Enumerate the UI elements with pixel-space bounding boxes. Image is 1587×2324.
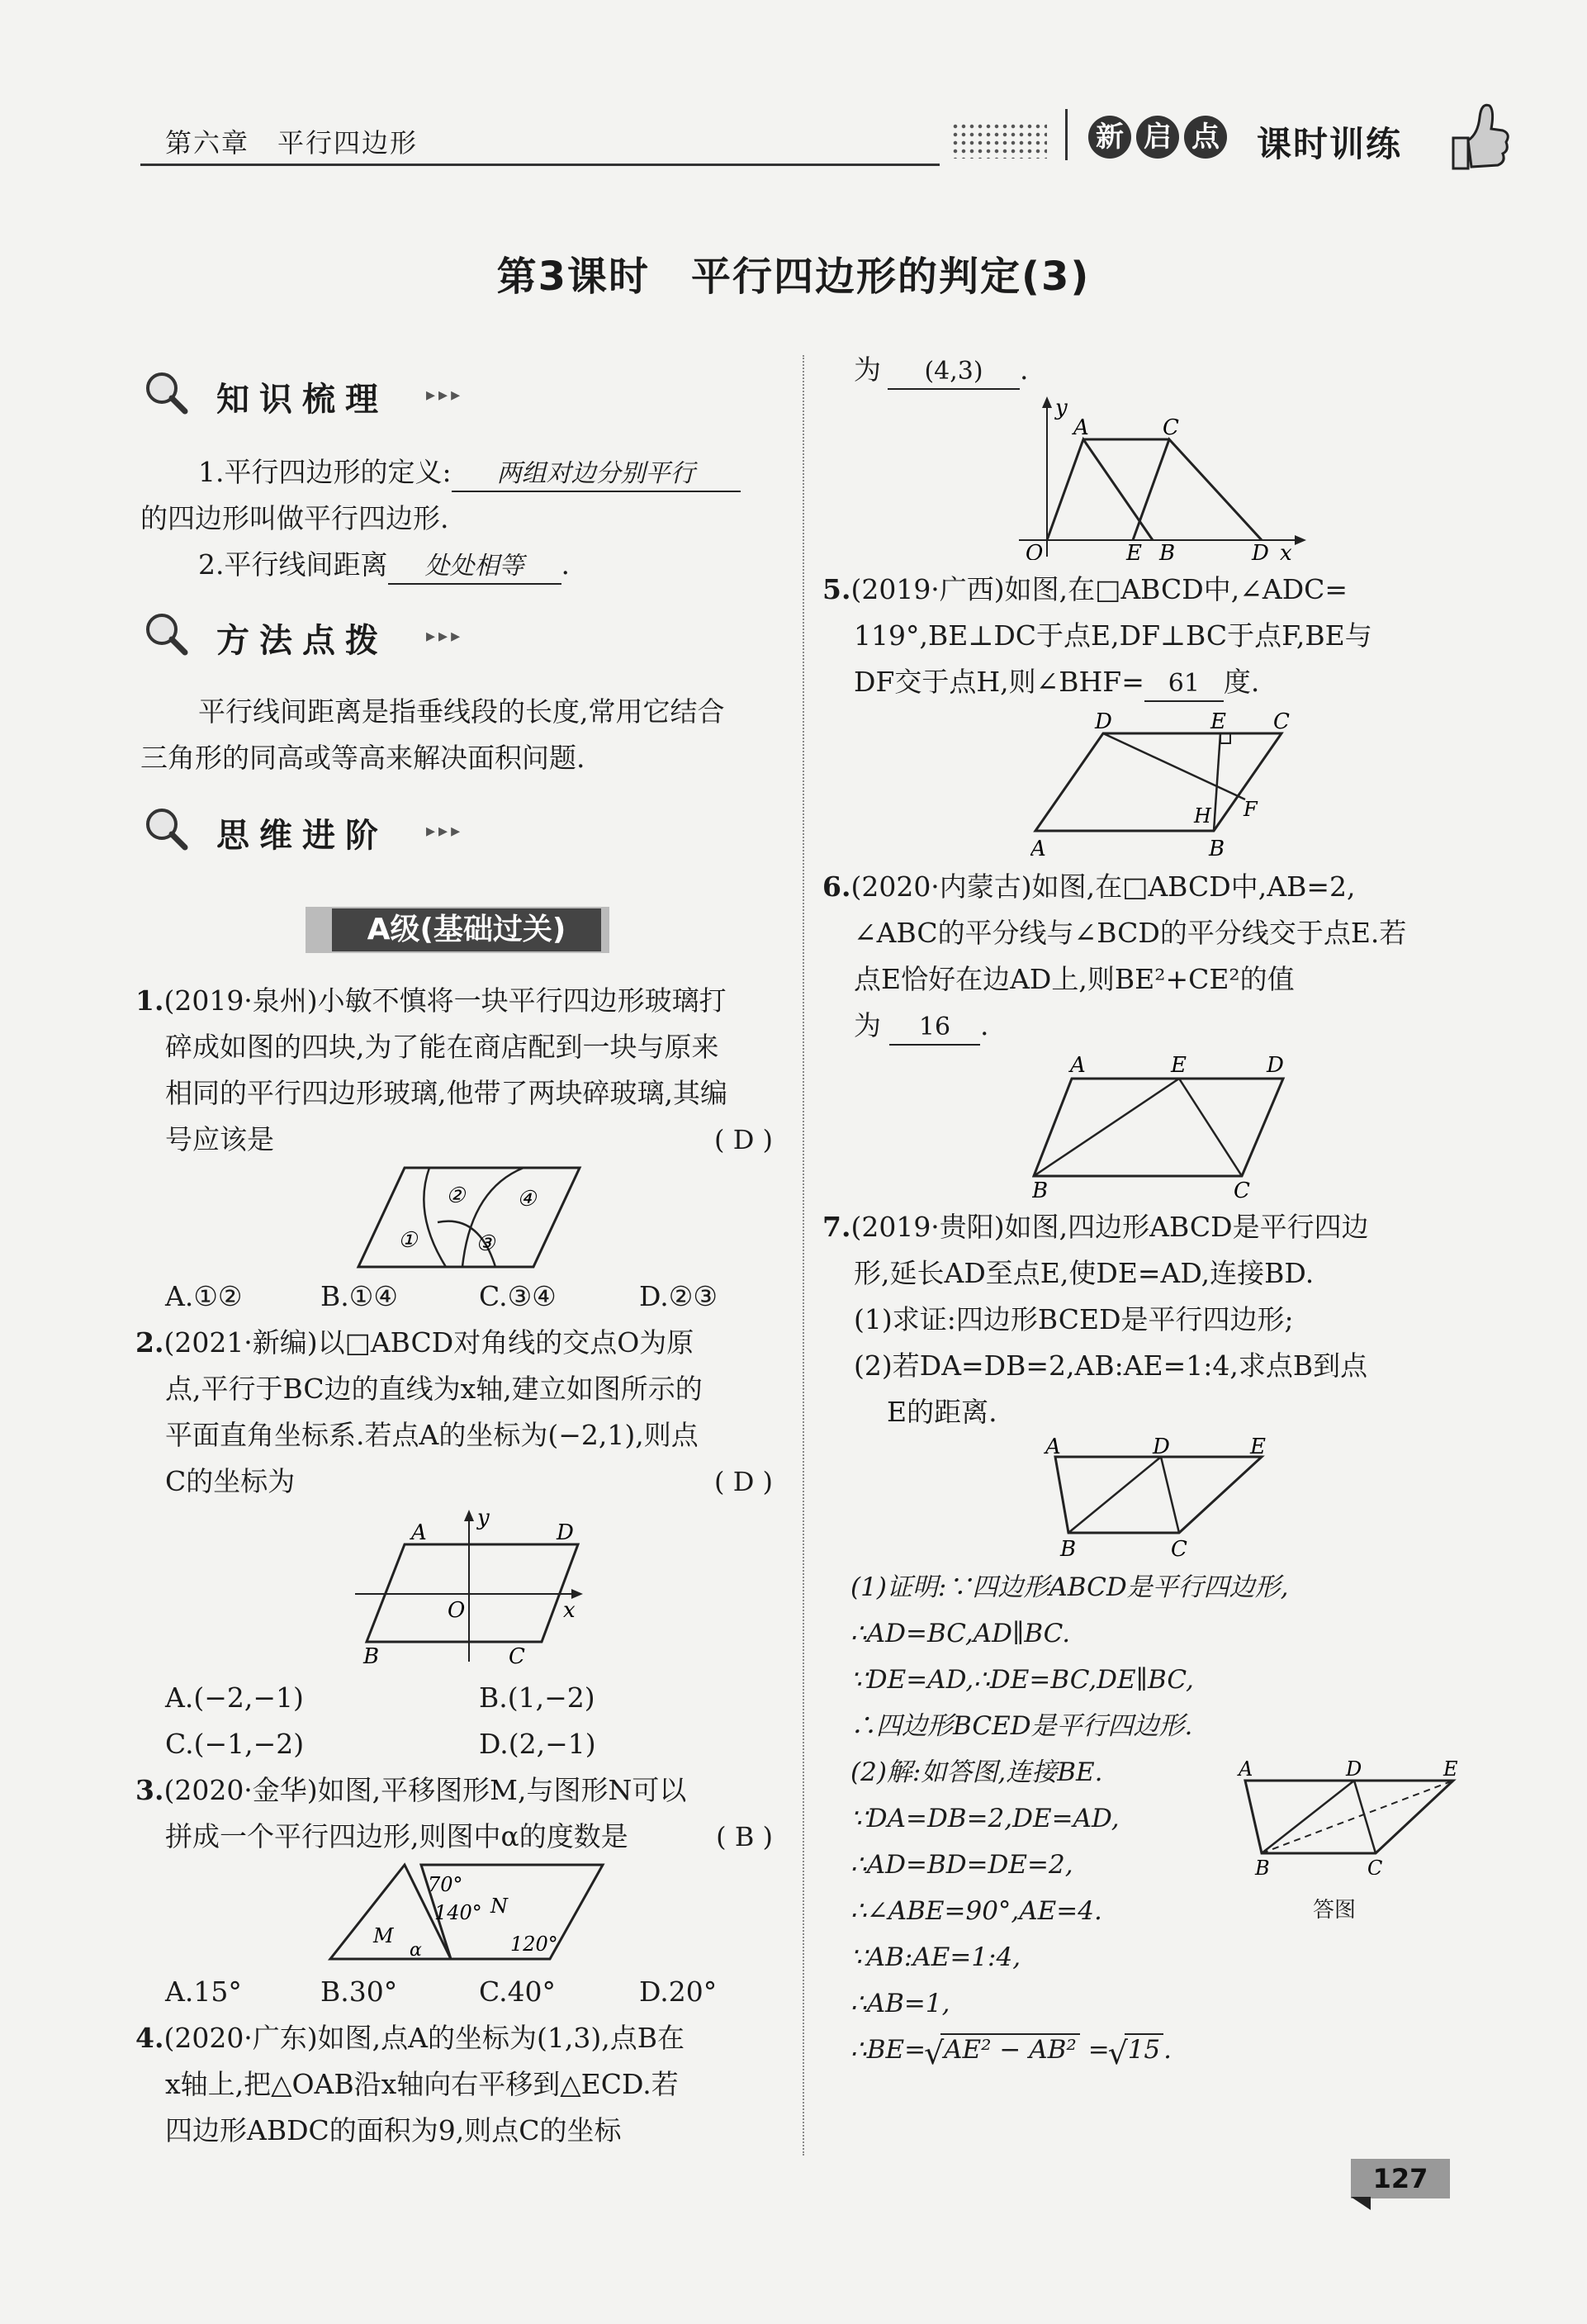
q1-option-a: A.①② <box>165 1280 243 1312</box>
section-arrows: ▸▸▸ <box>426 626 464 647</box>
question-5: 5.(2019·广西)如图,在□ABCD中,∠ADC= 119°,BE⊥DC于点E,DF⊥BC于点F,BE与 DF交于点H,则∠BHF= 61 度. <box>822 567 1483 705</box>
label-E: E <box>1443 1757 1458 1781</box>
label-B: B <box>1032 1179 1049 1199</box>
header-series-title: 课时训练 <box>1257 124 1403 164</box>
badge-qi: 启 <box>1136 116 1179 159</box>
label-M: M <box>373 1924 394 1947</box>
label-C: C <box>1367 1857 1383 1875</box>
label-1: ① <box>398 1228 418 1253</box>
question-6: 6.(2020·内蒙古)如图,在□ABCD中,AB=2, ∠ABC的平分线与∠BCD的平分线交于点E.若 点E恰好在边AD上,则BE²+CE²的值 为 16 . <box>822 864 1483 1049</box>
label-E: E <box>1171 1053 1187 1078</box>
label-C: C <box>1163 415 1179 440</box>
q4-continuation: 为 (4,3) . <box>854 347 1029 393</box>
label-E: E <box>1210 709 1226 734</box>
chapter-title: 第六章 平行四边形 <box>165 127 419 159</box>
q2-option-a: A.(−2,−1) <box>165 1681 304 1714</box>
answer-choice: ( D ) <box>714 1124 773 1155</box>
thumbs-up-icon <box>1437 92 1511 175</box>
label-D: D <box>1252 541 1269 560</box>
label-D: D <box>1153 1435 1170 1459</box>
question-2: 2.(2021·新编)以□ABCD对角线的交点O为原 点,平行于BC边的直线为x轴,建立如图所示的 平面直角坐标系.若点A的坐标为(−2,1),则点 C的坐标为 ( D ) <box>135 1320 788 1505</box>
magnifier-icon <box>144 806 188 851</box>
label-B: B <box>1159 541 1176 560</box>
header-divider <box>1065 109 1068 160</box>
question-1: 1.(2019·泉州)小敏不慎将一块平行四边形玻璃打 碎成如图的四块,为了能在商店配到一块与原来 相同的平行四边形玻璃,他带了两块碎玻璃,其编 号应该是 ( D ) <box>135 978 788 1163</box>
label-E: E <box>1126 541 1142 560</box>
label-alpha: α <box>410 1940 422 1961</box>
lesson-title: 第3课时 平行四边形的判定(3) <box>496 254 1091 300</box>
label-x: x <box>563 1598 576 1623</box>
label-x: x <box>1280 541 1292 560</box>
label-O: O <box>448 1598 466 1623</box>
label-A: A <box>1070 1053 1086 1078</box>
label-B: B <box>1255 1857 1270 1875</box>
label-70: 70° <box>428 1873 463 1896</box>
label-D: D <box>1095 709 1112 734</box>
section-method: 方法点拨 <box>216 622 388 660</box>
label-120: 120° <box>510 1933 558 1956</box>
label-B: B <box>1209 837 1225 861</box>
answer-choice: ( B ) <box>716 1821 773 1852</box>
page-corner-icon <box>1351 2197 1371 2212</box>
label-H: H <box>1194 804 1211 828</box>
answer-fill: 61 <box>1144 667 1224 702</box>
figure-q3 <box>327 1862 608 1966</box>
label-4: ④ <box>517 1187 537 1212</box>
q3-option-b: B.30° <box>320 1975 398 2008</box>
answer-fill: 处处相等 <box>388 550 561 585</box>
question-4: 4.(2020·广东)如图,点A的坐标为(1,3),点B在 x轴上,把△OAB沿x轴向右平移到△ECD.若 四边形ABDC的面积为9,则点C的坐标 <box>135 2022 685 2146</box>
answer-fill: 16 <box>889 1011 980 1046</box>
method-line2: 三角形的同高或等高来解决面积问题. <box>140 742 585 774</box>
label-C: C <box>1234 1179 1250 1199</box>
label-C: C <box>1273 709 1290 734</box>
label-A: A <box>1239 1757 1253 1781</box>
column-divider <box>803 355 804 2156</box>
label-D: D <box>557 1520 574 1545</box>
label-B: B <box>363 1644 380 1665</box>
section-arrows: ▸▸▸ <box>426 821 464 842</box>
label-N: N <box>490 1895 508 1918</box>
label-C: C <box>1171 1537 1187 1559</box>
section-thinking: 思维进阶 <box>216 817 388 855</box>
figure-q1 <box>355 1164 586 1270</box>
answer-choice: ( D ) <box>714 1466 773 1497</box>
label-B: B <box>1060 1537 1077 1559</box>
label-3: ③ <box>476 1231 495 1256</box>
q1-option-b: B.①④ <box>320 1280 398 1312</box>
q1-option-c: C.③④ <box>479 1280 557 1312</box>
label-F: F <box>1244 798 1258 821</box>
answer-figure <box>1234 1754 1473 1875</box>
q3-option-a: A.15° <box>165 1975 242 2008</box>
knowledge-item2: 2.平行线间距离 处处相等 . <box>198 542 570 588</box>
label-A: A <box>1045 1435 1061 1459</box>
label-D: D <box>1346 1757 1362 1781</box>
label-D: D <box>1267 1053 1284 1078</box>
answer-figure-caption: 答图 <box>1313 1898 1357 1923</box>
label-O: O <box>1026 541 1044 560</box>
label-A: A <box>1073 415 1089 440</box>
question-7: 7.(2019·贵阳)如图,四边形ABCD是平行四边 形,延长AD至点E,使DE=AD,连接BD. (1)求证:四边形BCED是平行四边形; (2)若DA=DB=2,AB:AE=1:4,求点B到点 E的距离. <box>822 1211 1369 1428</box>
section-knowledge: 知识梳理 <box>216 381 388 419</box>
header-dots <box>951 122 1047 159</box>
q2-option-d: D.(2,−1) <box>479 1728 596 1760</box>
figure-q6 <box>1032 1051 1313 1199</box>
label-E: E <box>1250 1435 1266 1459</box>
badge-xin: 新 <box>1088 116 1131 159</box>
knowledge-item1: 1.平行四边形的定义: 两组对边分别平行 <box>198 449 741 496</box>
q2-option-b: B.(1,−2) <box>479 1681 595 1714</box>
header-rule <box>140 164 940 166</box>
figure-q4 <box>1014 395 1311 560</box>
q1-option-d: D.②③ <box>639 1280 718 1312</box>
figure-q5 <box>1030 709 1311 861</box>
label-C: C <box>509 1644 525 1665</box>
badge-dian: 点 <box>1184 116 1227 159</box>
q2-option-c: C.(−1,−2) <box>165 1728 305 1760</box>
magnifier-icon <box>144 611 188 656</box>
q3-option-d: D.20° <box>639 1975 718 2008</box>
answer-fill: 两组对边分别平行 <box>452 458 741 492</box>
page-number: 127 <box>1351 2159 1450 2198</box>
label-y: y <box>477 1508 490 1530</box>
label-2: ② <box>446 1183 466 1208</box>
question-3: 3.(2020·金华)如图,平移图形M,与图形N可以 拼成一个平行四边形,则图中α的度数是 ( B ) <box>135 1767 788 1860</box>
level-label: A级(基础过关) <box>332 908 601 951</box>
q3-option-c: C.40° <box>479 1975 557 2008</box>
answer-fill: (4,3) <box>888 355 1020 390</box>
label-140: 140° <box>434 1901 482 1924</box>
figure-q7 <box>1044 1435 1283 1559</box>
method-line1: 平行线间距离是指垂线段的长度,常用它结合 <box>198 695 725 728</box>
label-y: y <box>1055 396 1068 420</box>
knowledge-item1-cont: 的四边形叫做平行四边形. <box>140 502 449 534</box>
q7-final-line: ∴BE= √ AE² − AB² = √ 15 . <box>850 2035 1172 2071</box>
figure-q2 <box>355 1508 586 1665</box>
magnifier-icon <box>144 370 188 415</box>
section-arrows: ▸▸▸ <box>426 385 464 406</box>
q7-solution: (1)证明:∵四边形ABCD是平行四边形, ∴AD=BC,AD∥BC. ∵DE=AD,∴DE=BC,DE∥BC, ∴四边形BCED是平行四边形. (2)解:如答图,连接BE. ∵DA=DB=2,DE=AD, ∴AD=BD=DE=2, ∴∠ABE=90°,AE=4. ∵AB:AE=1:4, ∴AB=1, ∴BE= √ AE² − AB² = √ 15 . <box>850 1572 1289 2071</box>
label-A: A <box>1030 837 1046 861</box>
label-A: A <box>411 1520 427 1545</box>
